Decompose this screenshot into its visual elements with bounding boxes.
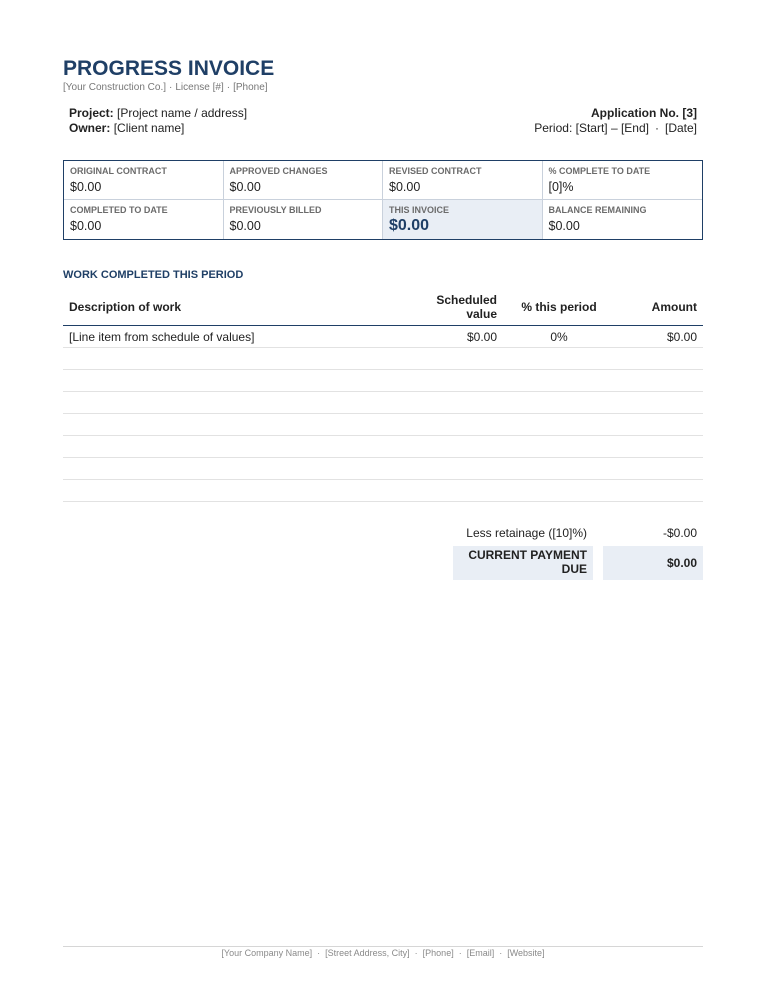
table-header-row: [63, 290, 703, 326]
table-row: [63, 414, 703, 436]
payment-due-label: CURRENT PAYMENT DUE: [453, 546, 593, 580]
invoice-title: PROGRESS INVOICE: [63, 57, 275, 80]
application-number: Application No. [3]: [591, 106, 697, 120]
invoice-date: [Date]: [664, 121, 697, 135]
payment-due-row: [453, 546, 703, 580]
table-row: [63, 392, 703, 414]
company-subline: [Your Construction Co.] · License [#] · [Phone]: [63, 82, 268, 93]
totals-block: [453, 522, 703, 580]
retainage-row: [453, 522, 703, 544]
company-name: [Your Construction Co.]: [63, 82, 167, 93]
project-value: [Project name / address]: [117, 106, 248, 120]
table-row: [63, 370, 703, 392]
table-row: [63, 480, 703, 502]
invoice-page: [63, 56, 703, 576]
summary-revised-contract: REVISED CONTRACT $0.00: [383, 161, 543, 200]
footer-website: [Website]: [507, 948, 545, 958]
table-row: [63, 458, 703, 480]
payment-due-value: $0.00: [603, 546, 703, 580]
table-row: [63, 436, 703, 458]
period-range: Period: [Start] – [End]: [534, 121, 649, 135]
application-block: [534, 106, 697, 136]
page-footer: [Your Company Name] · [Street Address, City] · [Phone] · [Email] · [Website]: [63, 946, 703, 958]
retainage-label: Less retainage ([10]%): [466, 526, 587, 540]
summary-approved-changes: APPROVED CHANGES $0.00: [224, 161, 384, 200]
retainage-value: -$0.00: [662, 526, 697, 540]
work-section-heading: WORK COMPLETED THIS PERIOD: [63, 269, 244, 281]
company-phone: [Phone]: [233, 82, 268, 93]
project-info: [63, 106, 703, 136]
summary-percent-complete: % COMPLETE TO DATE [0]%: [543, 161, 703, 200]
contract-summary-grid: [63, 160, 703, 240]
col-description-header: Description of work: [63, 290, 403, 326]
table-row: [Line item from schedule of values] $0.00 0% $0.00: [63, 326, 703, 348]
summary-balance-remaining: BALANCE REMAINING $0.00: [548, 205, 647, 233]
owner-line: Owner: [Client name]: [69, 121, 185, 135]
summary-previously-billed: PREVIOUSLY BILLED $0.00: [224, 200, 384, 239]
owner-value: [Client name]: [113, 121, 185, 135]
project-line: Project: [Project name / address]: [69, 106, 248, 120]
summary-this-invoice: THIS INVOICE $0.00: [383, 200, 543, 239]
footer-email: [Email]: [466, 948, 495, 958]
table-row: [63, 348, 703, 370]
company-license: License [#]: [175, 82, 224, 93]
footer-phone: [Phone]: [422, 948, 454, 958]
footer-company: [Your Company Name]: [221, 948, 313, 958]
period-line: Period: [Start] – [End] · [Date]: [534, 121, 697, 135]
col-amount-header: Amount: [615, 290, 703, 326]
summary-original-contract: ORIGINAL CONTRACT $0.00: [64, 161, 224, 200]
work-items-table: [63, 290, 703, 502]
project-owner-block: [69, 106, 247, 136]
col-percent-header: % this period: [503, 290, 615, 326]
footer-address: [Street Address, City]: [325, 948, 410, 958]
summary-completed-to-date: COMPLETED TO DATE $0.00: [64, 200, 224, 239]
col-scheduled-header: Scheduled value: [403, 290, 503, 326]
